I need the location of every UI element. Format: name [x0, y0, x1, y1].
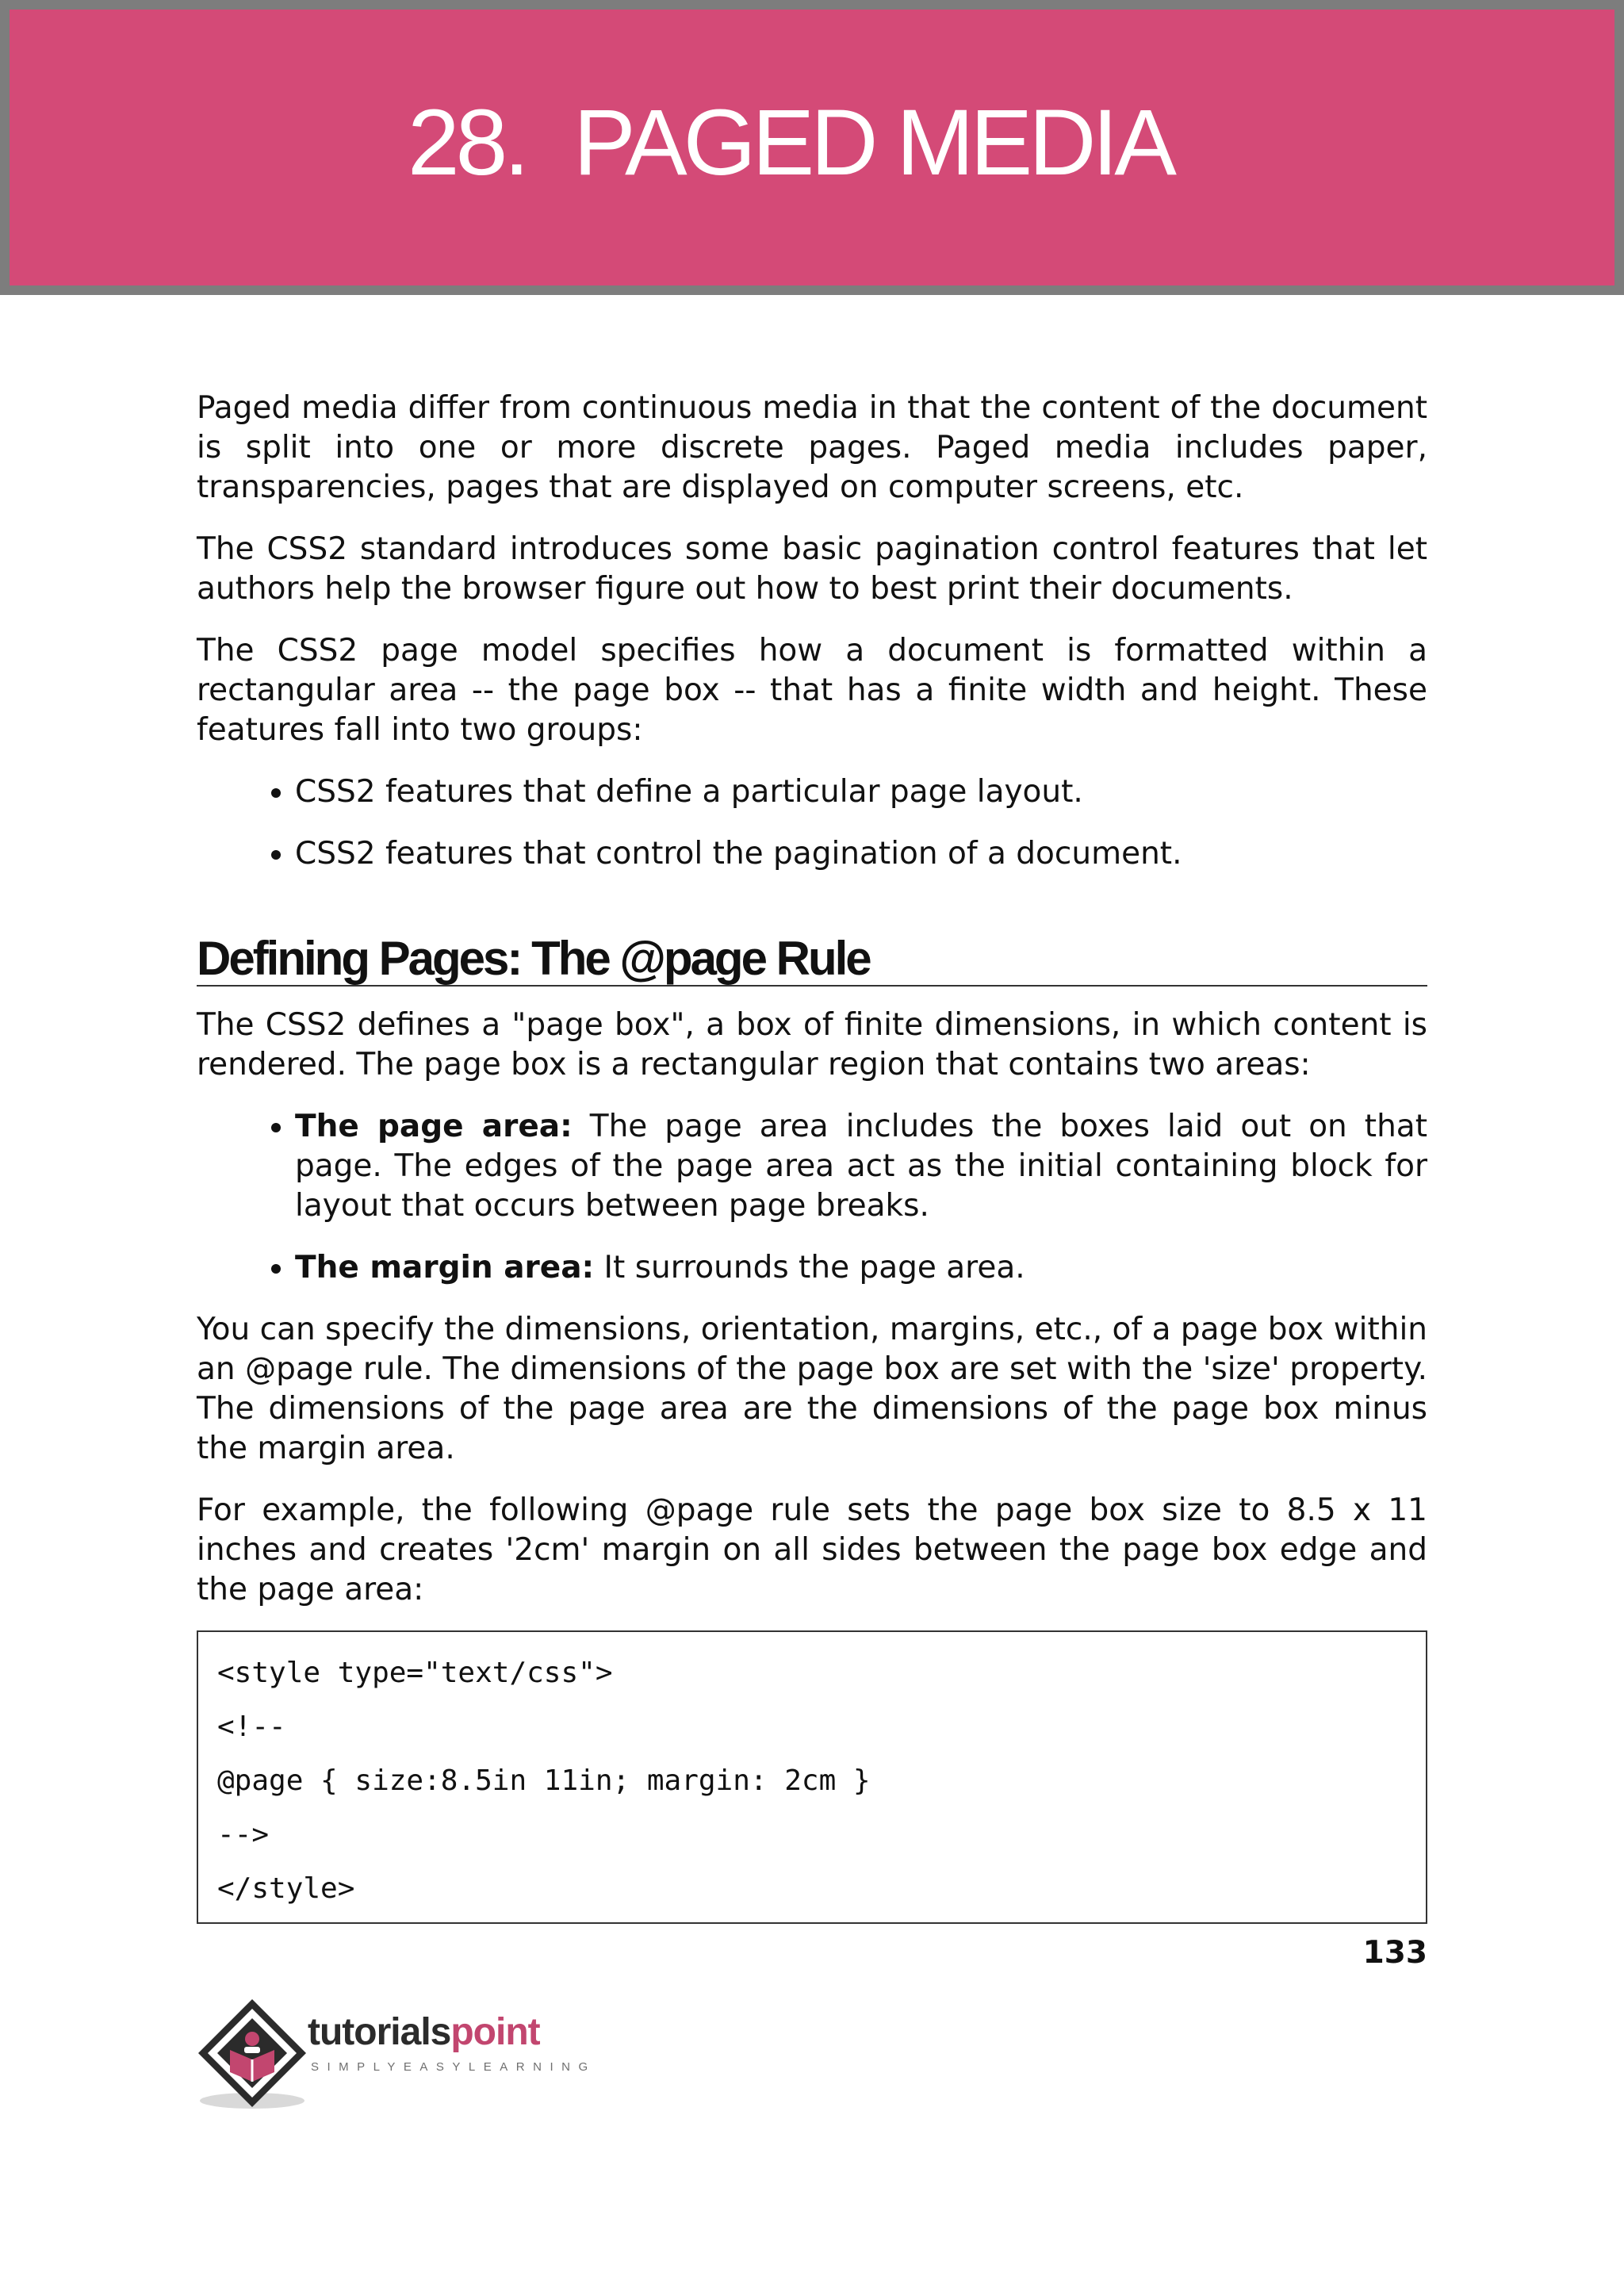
term-margin-area: The margin area: — [295, 1250, 595, 1285]
chapter-banner — [0, 0, 1624, 295]
feature-group-list — [197, 772, 1427, 874]
code-line: </style> — [217, 1872, 355, 1905]
tutorialspoint-logo — [195, 1994, 607, 2113]
chapter-title-text: PAGED MEDIA — [573, 90, 1173, 195]
section-paragraph-2: You can specify the dimensions, orientation, margins, etc., of a page box within an @page rule. The dimensions of the page box are set with the 'size' property. The dimensions of the page area are the dimensions of the page box minus the margin area. — [197, 1312, 1427, 1466]
list-item: • CSS2 features that define a particular page layout. — [295, 772, 1427, 812]
list-item: • CSS2 features that control the pagination of a document. — [295, 834, 1427, 874]
intro-paragraph-3: The CSS2 page model specifies how a document is formatted within a rectangular area -- the page box -- that has a finite width and height. These features fall into two groups: — [197, 633, 1427, 748]
section-paragraph-3: For example, the following @page rule sets the page box size to 8.5 x 11 inches and creates '2cm' margin on all sides between the page box edge and the page area: — [197, 1492, 1427, 1607]
definition-page-area: The page area includes the boxes laid out on that page. The edges of the page area act as the initial containing block for layout that occurs between page breaks. — [295, 1109, 1427, 1224]
code-line: <style type="text/css"> — [217, 1657, 613, 1689]
logo-wordmark — [308, 2010, 540, 2054]
area-list — [197, 1107, 1427, 1288]
definition-margin-area: It surrounds the page area. — [594, 1250, 1025, 1285]
chapter-number: 28. — [408, 90, 527, 195]
intro-paragraph-1: Paged media differ from continuous media in that the content of the document is split into one or more discrete pages. Paged media includes paper, transparencies, pages that are displayed on computer screens, etc. — [197, 390, 1427, 505]
page-number: 133 — [1362, 1935, 1427, 1971]
page-content — [197, 389, 1427, 1924]
section-heading: Defining Pages: The @page Rule — [197, 933, 1427, 987]
logo-tagline: SIMPLYEASYLEARNING — [311, 2060, 596, 2074]
code-line: <!-- — [217, 1711, 286, 1743]
list-item — [295, 1248, 1427, 1288]
section-paragraph-1: The CSS2 defines a "page box", a box of finite dimensions, in which content is rendered. The page box is a rectangular region that contains two areas: — [197, 1007, 1427, 1082]
code-line: @page { size:8.5in 11in; margin: 2cm } — [217, 1764, 871, 1797]
code-line: --> — [217, 1818, 270, 1851]
code-example — [197, 1630, 1427, 1924]
logo-mark-icon — [195, 1994, 314, 2113]
list-item — [295, 1107, 1427, 1226]
term-page-area: The page area: — [295, 1109, 573, 1144]
intro-paragraph-2: The CSS2 standard introduces some basic pagination control features that let authors help the browser figure out how to best print their documents. — [197, 531, 1427, 607]
logo-word-dark: tutorials — [308, 2011, 451, 2053]
chapter-title — [408, 89, 1173, 197]
logo-word-accent: point — [450, 2011, 540, 2053]
